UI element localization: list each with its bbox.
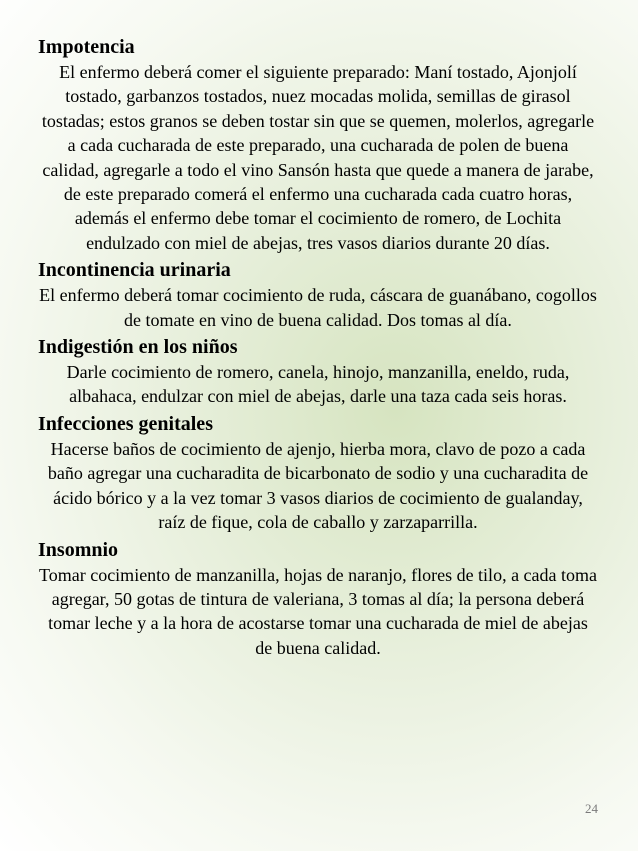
section-insomnio bbox=[38, 537, 598, 661]
section-text: El enfermo deberá tomar cocimiento de ruda, cáscara de guanábano, cogollos de tomate en vino de buena calidad. Dos tomas al día. bbox=[39, 285, 597, 330]
section-text: Darle cocimiento de romero, canela, hinojo, manzanilla, eneldo, ruda, albahaca, endulzar con miel de abejas, darle una taza cada seis horas. bbox=[66, 362, 570, 407]
section-text: Tomar cocimiento de manzanilla, hojas de naranjo, flores de tilo, a cada toma agregar, 50 gotas de tintura de valeriana, 3 tomas al día; la persona deberá tomar leche y a la hora de acostarse tomar una cucharada de miel de abejas de buena calidad. bbox=[38, 564, 598, 658]
section-text: Hacerse baños de cocimiento de ajenjo, hierba mora, clavo de pozo a cada baño agregar una cucharadita de bicarbonato de sodio y una cucharadita de ácido bórico y a la vez tomar 3 vasos diarios de cocimiento de gualanday, raíz de fique, cola de caballo y zarzaparrilla. bbox=[47, 438, 589, 533]
section-title: Insomnio bbox=[38, 538, 119, 561]
section-incontinencia-urinaria bbox=[38, 257, 598, 332]
section-title: Incontinencia urinaria bbox=[38, 259, 231, 282]
section-infecciones-genitales bbox=[38, 411, 598, 535]
section-title: Indigestión en los niños bbox=[38, 336, 238, 359]
document-page bbox=[38, 34, 598, 662]
page-number: 24 bbox=[585, 801, 598, 816]
section-title: Infecciones genitales bbox=[38, 412, 213, 435]
section-text: El enfermo deberá comer el siguiente preparado: Maní tostado, Ajonjolí tostado, garbanzos tostados, nuez mocadas molida, semillas de girasol tostadas; estos granos se deben tostar sin que se quemen, molerlos, agregarle a cada cucharada de este preparado, una cucharada de polen de buena calidad, agregarle a todo el vino Sansón hasta que quede a manera de jarabe, de este preparado comerá el enfermo una cucharada cada cuatro horas, además el enfermo debe tomar el cocimiento de romero, de Lochita endulzado con miel de abejas, tres vasos diarios durante 20 días. bbox=[41, 62, 595, 253]
section-impotencia bbox=[38, 34, 598, 255]
section-indigestion-ninos bbox=[38, 334, 598, 409]
section-title: Impotencia bbox=[38, 36, 135, 58]
